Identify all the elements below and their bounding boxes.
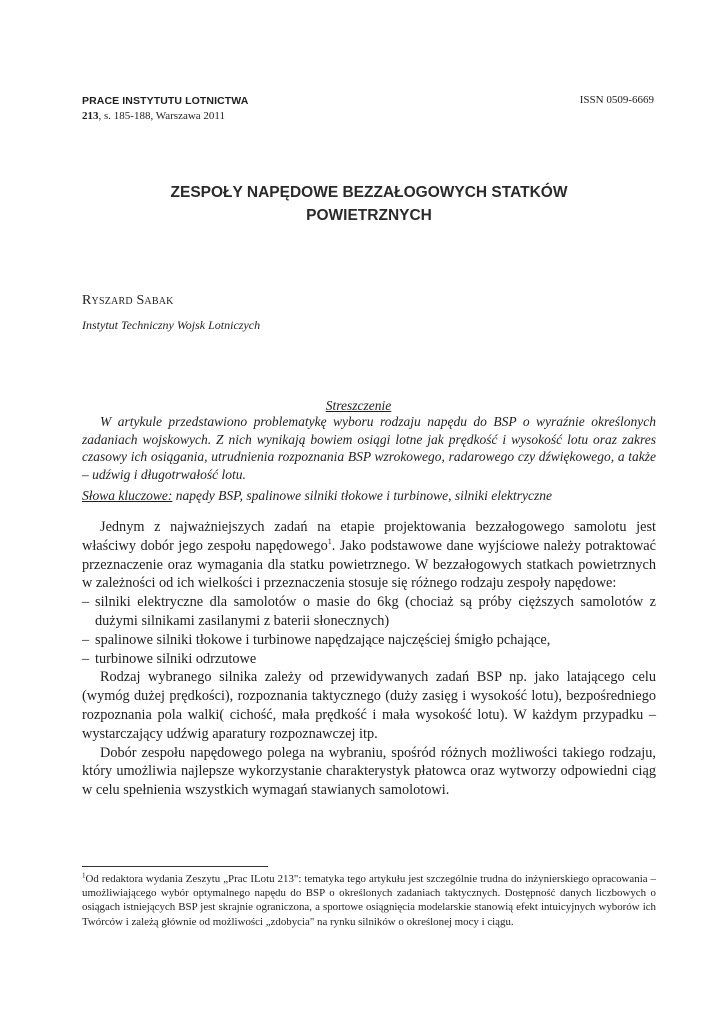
list-item-text: turbinowe silniki odrzutowe bbox=[95, 650, 257, 667]
author-affiliation: Instytut Techniczny Wojsk Lotniczych bbox=[82, 318, 261, 332]
author-name: Ryszard Sabak bbox=[82, 293, 174, 308]
keywords-list: napędy BSP, spalinowe silniki tłokowe i turbinowe, silniki elektryczne bbox=[172, 488, 552, 503]
footnote bbox=[82, 872, 656, 929]
footnote-ref[interactable]: 1 bbox=[327, 537, 332, 547]
journal-name: PRACE INSTYTUTU LOTNICTWA bbox=[82, 95, 249, 107]
keywords-label: Słowa kluczowe: bbox=[82, 488, 173, 503]
list-item-text: spalinowe silniki tłokowe i turbinowe napędzające najczęściej śmigło pchające, bbox=[95, 631, 551, 648]
footnote-marker: 1 bbox=[82, 871, 86, 880]
body-paragraph-3: Dobór zespołu napędowego polega na wybraniu, spośród różnych możliwości takiego rodzaju, który umożliwia najlepsze wykorzystanie charakterystyk płatowca oraz wytworzy odpowiedni ciąg w celu spełnienia wszystkich wymagań stawianych samolotowi. bbox=[82, 744, 656, 799]
list-dash: – bbox=[82, 594, 90, 611]
journal-header bbox=[82, 94, 248, 124]
footnote-text: Od redaktora wydania Zeszytu „Prac ILotu 213": tematyka tego artykułu jest szczególnie trudna do inżynierskiego opracowania – umożliwiającego wybór optymalnego napędu do BSP o określonych zadaniach taktycznych. Dostępność danych liczbowych o osiągach istniejących BSP jest skrajnie ograniczona, a sportowe osiągnięcia modelarskie stanowią efekt intuicyjnych wyborów ich Twórców i zależą głównie od możliwości „zdobycia" na rynku silników o określonej mocy i ciągu. bbox=[82, 873, 656, 928]
abstract-heading: Streszczenie bbox=[325, 398, 392, 413]
journal-citation bbox=[82, 109, 248, 124]
list-item bbox=[82, 631, 656, 650]
engine-type-list bbox=[82, 593, 656, 668]
journal-pages-year: , s. 185-188, Warszawa 2011 bbox=[98, 110, 226, 122]
keywords bbox=[82, 487, 656, 505]
body-paragraph-1-text-cont: . Jako podstawowe dane wyjściowe należy potraktować przeznaczenie oraz wymagania dla statku powietrznego. W bezzałogowych statkach powietrznych w zależności od ich wielkości i przeznaczenia stosuje się różnego rodzaju zespoły napędowe: bbox=[82, 537, 656, 592]
list-item-text: silniki elektryczne dla samolotów o masie do 6kg (chociaż są próby cięższych samolotów z dużymi silnikami zasilanymi z baterii słonecznych) bbox=[95, 594, 656, 629]
list-dash: – bbox=[82, 631, 90, 648]
article-body bbox=[82, 518, 656, 800]
body-paragraph-1 bbox=[82, 518, 656, 593]
issn: ISSN 0509-6669 bbox=[579, 94, 654, 106]
paper-title-line-2: POWIETRZNYCH bbox=[306, 207, 432, 224]
list-item bbox=[82, 650, 656, 669]
list-dash: – bbox=[82, 650, 90, 667]
journal-volume: 213 bbox=[82, 110, 99, 122]
footnote-divider bbox=[82, 866, 268, 867]
abstract-text: W artykule przedstawiono problematykę wyboru rodzaju napędu do BSP o wyraźnie określonych zadaniach wojskowych. Z nich wynikają bowiem osiągi lotne jak prędkość i wysokość lotu oraz zakres czasowy ich osiągania, utrudnienia rozpoznania BSP wzrokowego, radarowego czy dźwiękowego, a także – udźwig i długotrwałość lotu. bbox=[82, 414, 656, 482]
paper-title-line-1: ZESPOŁY NAPĘDOWE BEZZAŁOGOWYCH STATKÓW bbox=[170, 184, 568, 201]
body-paragraph-2: Rodzaj wybranego silnika zależy od przewidywanych zadań BSP np. jako latającego celu (wymóg dużej prędkości), rozpoznania taktycznego (duży zasięg i wysokość lotu), bezpośredniego rozpoznania pola walki( cichość, mała prędkość i mała wysokość lotu). W każdym przypadku – wystarczający udźwig aparatury rozpoznawczej itp. bbox=[82, 669, 656, 742]
body-paragraph-1-text: Jednym z najważniejszych zadań na etapie projektowania bezzałogowego samolotu jest właściwy dobór jego zespołu napędowego bbox=[82, 519, 656, 554]
list-item bbox=[82, 593, 656, 631]
paper-title bbox=[82, 181, 656, 227]
